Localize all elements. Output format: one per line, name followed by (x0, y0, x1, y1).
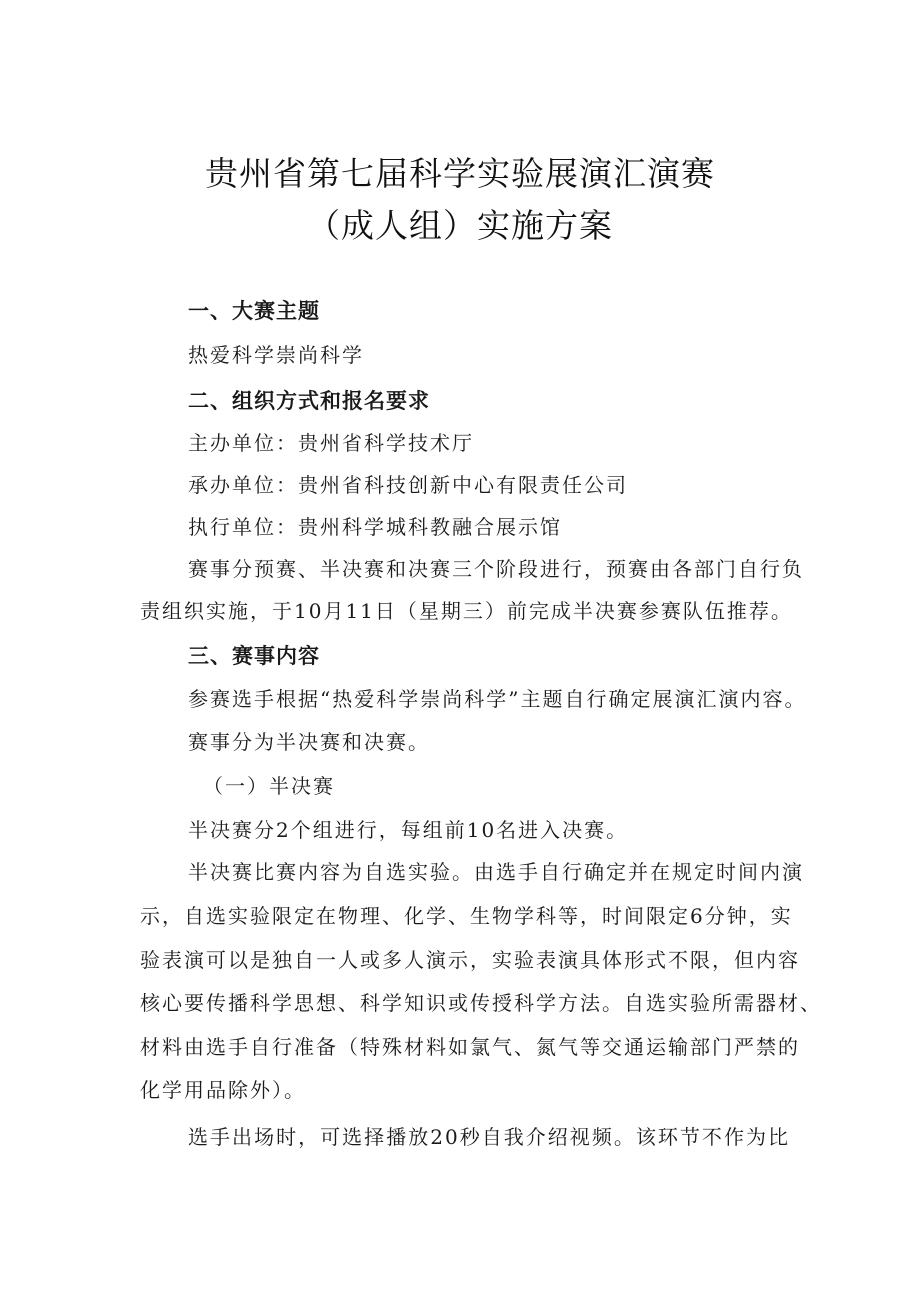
host-unit: 主办单位：贵州省科学技术厅 (188, 431, 474, 455)
section-heading-organization: 二、组织方式和报名要求 (188, 389, 430, 413)
section-heading-content: 三、赛事内容 (188, 644, 320, 668)
intro-video-paragraph-line: 选手出场时，可选择播放20秒自我介绍视频。该环节不作为比 (188, 1125, 790, 1149)
stages-paragraph-line: 赛事分预赛、半决赛和决赛三个阶段进行，预赛由各部门自行负 (188, 557, 804, 581)
semifinal-rules-line: 示，自选实验限定在物理、化学、生物学科等，时间限定6分钟，实 (140, 904, 793, 928)
content-paragraph: 参赛选手根据“热爱科学崇尚科学”主题自行确定展演汇演内容。 (188, 687, 807, 711)
document-title-line-2: （成人组）实施方案 (307, 206, 613, 245)
document-title-line-1: 贵州省第七届科学实验展演汇演赛 (205, 154, 715, 193)
semifinal-rules-line: 材料由选手自行准备（特殊材料如氯气、氮气等交通运输部门严禁的 (140, 1035, 800, 1059)
semifinal-rules-line: 化学用品除外）。 (140, 1078, 306, 1102)
stages-paragraph-line: 责组织实施，于10月11日（星期三）前完成半决赛参赛队伍推荐。 (140, 599, 793, 623)
organizer-unit: 承办单位：贵州省科技创新中心有限责任公司 (188, 473, 628, 497)
semifinal-paragraph: 半决赛分2个组进行，每组前10名进入决赛。 (188, 818, 629, 842)
theme-text: 热爱科学崇尚科学 (188, 343, 364, 367)
content-paragraph: 赛事分为半决赛和决赛。 (188, 730, 430, 754)
executor-unit: 执行单位：贵州科学城科教融合展示馆 (188, 515, 562, 539)
section-heading-theme: 一、大赛主题 (188, 299, 320, 323)
semifinal-rules-line: 半决赛比赛内容为自选实验。由选手自行确定并在规定时间内演 (188, 860, 804, 884)
semifinal-rules-line: 核心要传播科学思想、科学知识或传授科学方法。自选实验所需器材、 (140, 991, 822, 1015)
subsection-heading-semifinal: （一）半决赛 (203, 774, 335, 798)
semifinal-rules-line: 验表演可以是独自一人或多人演示，实验表演具体形式不限，但内容 (140, 948, 800, 972)
